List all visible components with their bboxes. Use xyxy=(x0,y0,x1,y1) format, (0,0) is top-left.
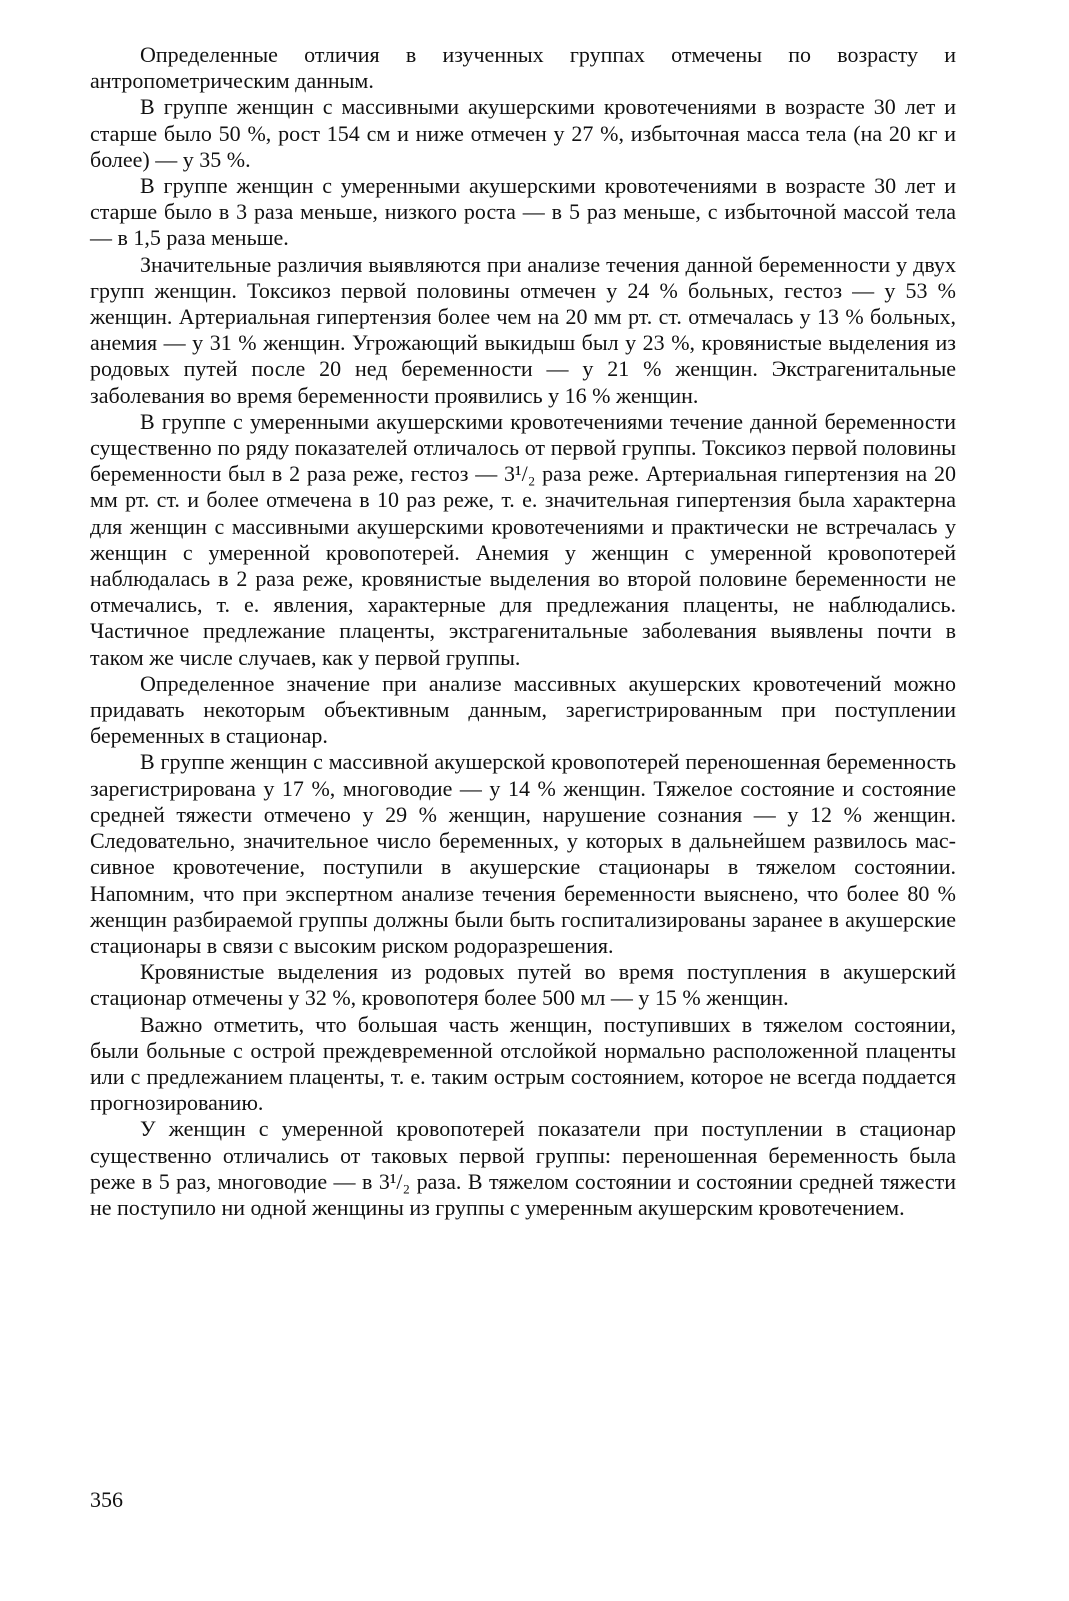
paragraph-2: В группе женщин с массивными акушерскими кровотечениями в возрасте 30 лет и старше было 50 %, рост 154 см и ниже отмечен у 27 %, избыточная масса тела (на 20 кг и более) — у 35 %. xyxy=(90,94,956,172)
paragraph-4: Значительные различия выявляются при анализе течения данной беременности у двух групп женщин. Токсикоз первой половины отмечен у 24 % больных, гестоз — у 53 % женщин. Артериальная гипертензия более чем на 20 мм рт. ст. отмечалась у 13 % больных, анемия — у 31 % женщин. Угрожающий выкидыш был у 23 %, кровянистые выделения из родовых путей после 20 нед беременности — у 21 % женщин. Экстрагенитальные заболевания во время беременности проявились у 16 % женщин. xyxy=(90,251,956,408)
paragraph-10: У женщин с умеренной кровопотерей показатели при поступлении в стационар существенно отличались от таковых первой группы: переношенная беременность была реже в 5 раз, многоводие — в 3¹/₂ раза. В тяжелом состоянии и состоянии средней тяжести не поступило ни одной женщины из группы с умеренным акушерским кровотечением. xyxy=(90,1116,956,1220)
paragraph-5: В группе с умеренными акушерскими кровотечениями течение данной беременности существенно по ряду показателей отличалось от первой группы. Токсикоз первой половины беременности был в 2 раза реже, гестоз — 3¹/₂ раза реже. Артериальная гипертензия на 20 мм рт. ст. и более отмечена в 10 раз реже, т. е. значительная гипертензия была характерна для женщин с массивными акушерскими кровотечениями и практически не встречалась у женщин с умеренной кровопотерей. Анемия у женщин с умеренной кровопотерей наблюдалась в 2 раза реже, кровянистые выделения во второй половине беременности не отмечались, т. е. явления, характерные для предлежания плаценты, не наблюдались. Частичное предлежание плаценты, экстрагенитальные заболевания выявлены почти в таком же числе случаев, как у первой группы. xyxy=(90,408,956,670)
paragraph-8: Кровянистые выделения из родовых путей во время поступления в акушерский стационар отмечены у 32 %, кровопотеря более 500 мл — у 15 % женщин. xyxy=(90,959,956,1011)
paragraph-1: Определенные отличия в изученных группах отмечены по возрасту и антропометрическим данным. xyxy=(90,42,956,94)
paragraph-6: Определенное значение при анализе массивных акушерских кровотечений можно придавать некоторым объективным данным, зарегистрированным при поступлении беременных в стационар. xyxy=(90,670,956,749)
page-number: 356 xyxy=(90,1487,123,1512)
paragraph-3: В группе женщин с умеренными акушерскими кровотечениями в возрасте 30 лет и старше было в 3 раза меньше, низкого роста — в 5 раз меньше, с избыточной массой тела — в 1,5 раза меньше. xyxy=(90,173,956,251)
paragraph-9: Важно отметить, что большая часть женщин, поступивших в тяжелом состоянии, были больные с острой преждевременной отслойкой нормально расположенной плаценты или с предлежанием плаценты, т. е. таким острым состоянием, которое не всегда поддается прогнозированию. xyxy=(90,1011,956,1116)
page-body xyxy=(90,42,956,1221)
paragraph-7: В группе женщин с массивной акушерской кровопотерей переношенная беременность зарегистрирована у 17 %, многоводие — у 14 % женщин. Тяжелое состояние и состояние средней тяжести отмечено у 29 % женщин, нарушение сознания — у 12 % женщин. Следовательно, значительное число беременных, у которых в дальнейшем развилось массивное кровотечение, поступили в акушерские стационары в тяжелом состоянии. Напомним, что при экспертном анализе течения беременности выяснено, что более 80 % женщин разбираемой группы должны были быть госпитализированы заранее в акушерские стационары в связи с высоким риском родоразрешения. xyxy=(90,749,956,958)
